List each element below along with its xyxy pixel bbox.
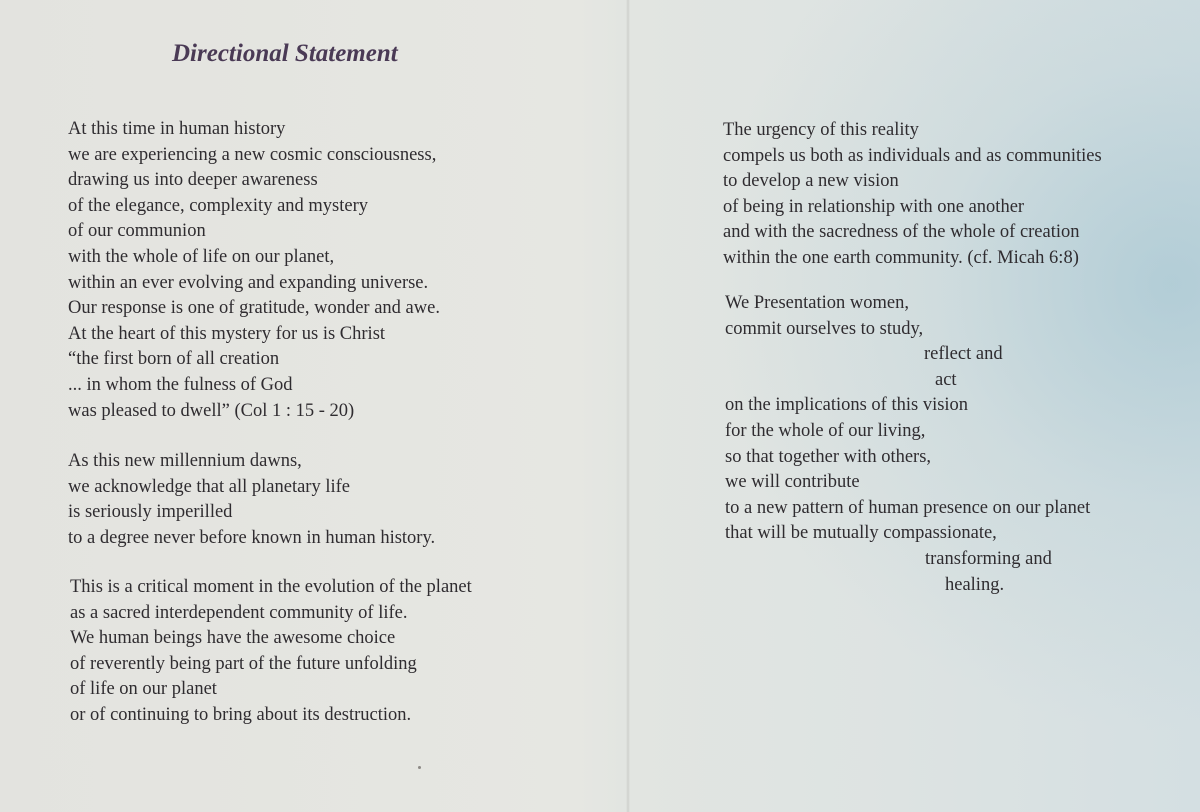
text-line: for the whole of our living, xyxy=(725,420,926,441)
text-line: As this new millennium dawns, xyxy=(68,451,302,471)
text-line: on the implications of this vision xyxy=(725,395,969,416)
text-line: so that together with others, xyxy=(725,446,932,467)
text-line: was pleased to dwell” (Col 1 : 15 - 20) xyxy=(68,400,355,421)
right-page xyxy=(628,0,1200,812)
text-line: transforming and xyxy=(925,548,1052,569)
text-line: to a degree never before known in human history. xyxy=(68,527,436,548)
text-line: healing. xyxy=(945,574,1005,595)
text-line: as a sacred interdependent community of life. xyxy=(70,602,408,623)
page-title: Directional Statement xyxy=(172,40,398,67)
text-line: ... in whom the fulness of God xyxy=(68,374,293,395)
text-line: of the elegance, complexity and mystery xyxy=(68,195,369,216)
text-line: to a new pattern of human presence on our planet xyxy=(725,497,1091,518)
text-line: or of continuing to bring about its destruction. xyxy=(70,704,412,725)
text-line: of being in relationship with one another xyxy=(723,196,1025,217)
text-line: drawing us into deeper awareness xyxy=(68,170,318,191)
text-line: to develop a new vision xyxy=(723,171,899,192)
text-line: We human beings have the awesome choice xyxy=(70,628,396,649)
right-stanza-2 xyxy=(725,291,1090,598)
text-line: act xyxy=(935,369,957,390)
text-line: At this time in human history xyxy=(68,119,286,139)
text-line: we acknowledge that all planetary life xyxy=(68,476,350,497)
paper-speck xyxy=(418,766,421,769)
text-line: compels us both as individuals and as communities xyxy=(723,145,1102,166)
text-line: Our response is one of gratitude, wonder and awe. xyxy=(68,298,440,319)
text-line: we are experiencing a new cosmic consciousness, xyxy=(68,144,437,165)
text-line: and with the sacredness of the whole of creation xyxy=(723,222,1080,243)
text-line: reflect and xyxy=(924,344,1003,365)
text-line: with the whole of life on our planet, xyxy=(68,246,335,267)
left-stanza-3 xyxy=(70,575,472,729)
text-line: within the one earth community. (cf. Micah 6:8) xyxy=(723,247,1079,268)
text-line: that will be mutually compassionate, xyxy=(725,523,997,544)
left-stanza-1 xyxy=(68,117,440,424)
text-line: is seriously imperilled xyxy=(68,502,233,523)
text-line: of reverently being part of the future unfolding xyxy=(70,653,417,674)
text-line: of life on our planet xyxy=(70,679,217,700)
text-line: we will contribute xyxy=(725,472,860,493)
right-stanza-1 xyxy=(723,118,1102,272)
text-line: The urgency of this reality xyxy=(723,120,919,140)
text-line: At the heart of this mystery for us is Christ xyxy=(68,323,386,344)
text-line: This is a critical moment in the evolution of the planet xyxy=(70,577,472,597)
text-line: commit ourselves to study, xyxy=(725,318,924,339)
text-line: within an ever evolving and expanding universe. xyxy=(68,272,429,293)
text-line: of our communion xyxy=(68,221,206,242)
text-line: We Presentation women, xyxy=(725,293,909,313)
left-stanza-2 xyxy=(68,449,435,551)
text-line: “the first born of all creation xyxy=(68,349,280,370)
